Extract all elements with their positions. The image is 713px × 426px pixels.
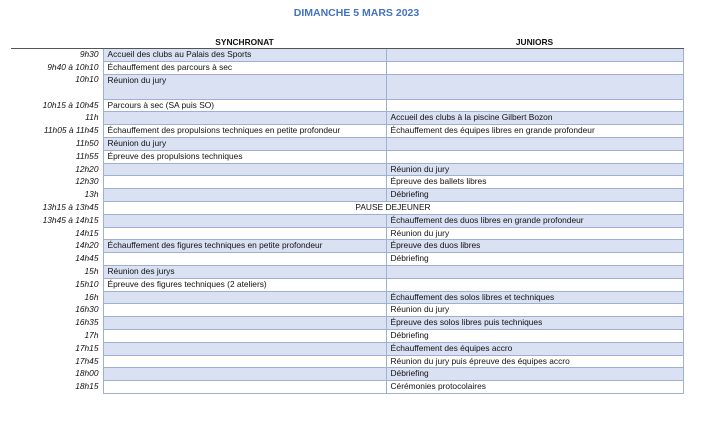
table-row [11, 163, 683, 176]
time-cell: 15h [84, 265, 99, 276]
time-cell: 16h [84, 291, 99, 302]
synchronat-cell: Échauffement des propulsions techniques en petite profondeur [103, 125, 386, 138]
table-row [11, 342, 683, 355]
juniors-cell [386, 49, 683, 62]
synchronat-cell: Parcours à sec (SA puis SO) [103, 99, 386, 112]
synchronat-cell [103, 176, 386, 189]
table-row [11, 214, 683, 227]
time-cell: 17h45 [75, 355, 99, 366]
table-row [11, 368, 683, 381]
table-row [11, 112, 683, 125]
juniors-cell: Débriefing [386, 189, 683, 202]
juniors-cell [386, 74, 683, 99]
synchronat-cell [103, 368, 386, 381]
time-cell: 15h10 [75, 278, 99, 289]
table-row [11, 291, 683, 304]
time-cell: 9h30 [79, 49, 99, 60]
table-row [11, 278, 683, 291]
synchronat-cell: Échauffement des figures techniques en petite profondeur [103, 240, 386, 253]
page-title: DIMANCHE 5 MARS 2023 [293, 7, 420, 19]
synchronat-cell: Accueil des clubs au Palais des Sports [103, 49, 386, 62]
juniors-cell [386, 265, 683, 278]
juniors-cell: Accueil des clubs à la piscine Gilbert Bozon [386, 112, 683, 125]
table-row [11, 49, 683, 62]
schedule-body [11, 49, 683, 394]
juniors-cell: Réunion du jury [386, 227, 683, 240]
juniors-cell [386, 61, 683, 74]
synchronat-cell [103, 381, 386, 394]
synchronat-cell [103, 291, 386, 304]
table-row [11, 176, 683, 189]
table-row [11, 137, 683, 150]
juniors-cell: Réunion du jury [386, 163, 683, 176]
time-cell: 13h45 à 14h15 [42, 214, 99, 225]
time-cell: 16h35 [75, 317, 99, 328]
synchronat-cell: Épreuve des figures techniques (2 ateliers) [103, 278, 386, 291]
juniors-cell [386, 278, 683, 291]
juniors-cell: Épreuve des duos libres [386, 240, 683, 253]
time-cell: 9h40 à 10h10 [47, 61, 99, 72]
synchronat-cell [103, 189, 386, 202]
table-row [11, 189, 683, 202]
table-header-row [11, 36, 683, 49]
time-cell: 12h30 [75, 176, 99, 187]
synchronat-cell [103, 304, 386, 317]
synchronat-cell [103, 112, 386, 125]
juniors-cell: Échauffement des duos libres en grande profondeur [386, 214, 683, 227]
synchronat-cell: Réunion des jurys [103, 265, 386, 278]
table-row [11, 99, 683, 112]
time-cell: 11h [85, 112, 99, 123]
synchronat-cell: Réunion du jury [103, 74, 386, 99]
juniors-cell [386, 99, 683, 112]
synchronat-cell [103, 227, 386, 240]
synchronat-cell [103, 253, 386, 266]
table-row [11, 355, 683, 368]
time-cell: 11h05 à 11h45 [43, 125, 99, 136]
time-cell: 14h45 [75, 253, 99, 264]
synchronat-cell [103, 214, 386, 227]
synchronat-cell [103, 355, 386, 368]
juniors-cell: Échauffement des équipes accro [386, 342, 683, 355]
time-cell: 18h15 [75, 381, 99, 392]
synchronat-cell [103, 163, 386, 176]
time-cell: 18h00 [75, 368, 99, 379]
table-row [11, 317, 683, 330]
juniors-cell: Cérémonies protocolaires [386, 381, 683, 394]
time-column-header [11, 36, 103, 49]
schedule-table [11, 36, 684, 394]
juniors-cell: Échauffement des solos libres et techniques [386, 291, 683, 304]
time-cell: 13h15 à 13h45 [42, 201, 99, 212]
synchronat-cell: Échauffement des parcours à sec [103, 61, 386, 74]
synchronat-cell: Épreuve des propulsions techniques [103, 150, 386, 163]
time-cell: 16h30 [75, 304, 99, 315]
juniors-cell: Épreuve des ballets libres [386, 176, 683, 189]
pause-cell: PAUSE DEJEUNER [103, 201, 683, 214]
table-row [11, 150, 683, 163]
juniors-cell: Débriefing [386, 253, 683, 266]
time-cell: 14h15 [75, 227, 99, 238]
juniors-cell: Réunion du jury puis épreuve des équipes accro [386, 355, 683, 368]
juniors-cell [386, 137, 683, 150]
juniors-cell: Débriefing [386, 329, 683, 342]
juniors-cell: Épreuve des solos libres puis techniques [386, 317, 683, 330]
table-row [11, 201, 683, 214]
table-row [11, 381, 683, 394]
time-cell: 11h55 [75, 150, 99, 161]
table-row [11, 304, 683, 317]
table-row [11, 227, 683, 240]
time-cell: 10h15 à 10h45 [42, 99, 99, 110]
juniors-column-header: JUNIORS [386, 36, 683, 49]
time-cell: 17h [84, 329, 99, 340]
table-row [11, 253, 683, 266]
time-cell: 11h50 [75, 137, 99, 148]
juniors-cell: Réunion du jury [386, 304, 683, 317]
synchronat-cell [103, 317, 386, 330]
synchronat-column-header: SYNCHRONAT [103, 36, 386, 49]
time-cell: 13h [84, 189, 99, 200]
table-row [11, 265, 683, 278]
juniors-cell [386, 150, 683, 163]
juniors-cell: Échauffement des équipes libres en grande profondeur [386, 125, 683, 138]
table-row [11, 61, 683, 74]
synchronat-cell: Réunion du jury [103, 137, 386, 150]
table-row [11, 240, 683, 253]
juniors-cell: Débriefing [386, 368, 683, 381]
time-cell: 14h20 [75, 240, 99, 251]
table-row [11, 125, 683, 138]
synchronat-cell [103, 342, 386, 355]
table-row [11, 329, 683, 342]
synchronat-cell [103, 329, 386, 342]
time-cell: 17h15 [75, 342, 99, 353]
table-row [11, 74, 683, 99]
time-cell: 10h10 [75, 74, 99, 85]
time-cell: 12h20 [75, 163, 99, 174]
